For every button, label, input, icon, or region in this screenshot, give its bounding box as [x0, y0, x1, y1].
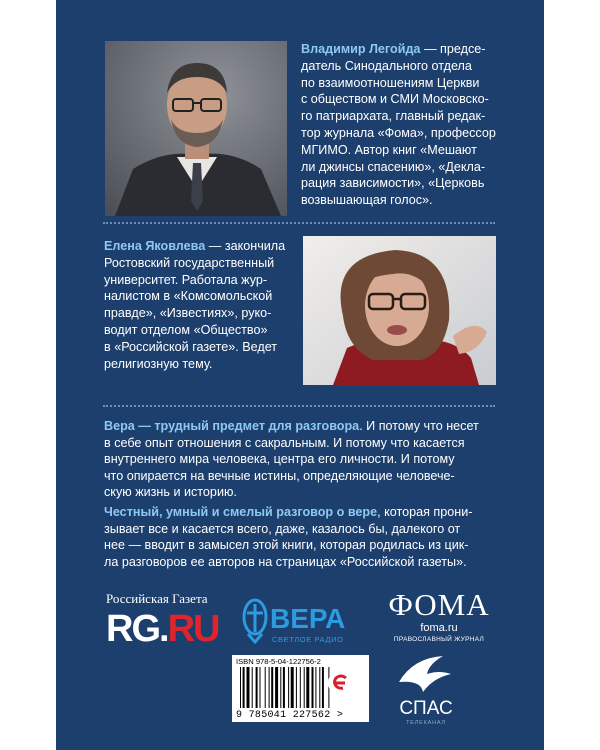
foma-url: foma.ru — [420, 622, 458, 634]
author1-bio: Владимир Легойда — предсе- датель Синодального отдела по взаимоотношениям Церкви с обществом и СМИ Московско- го патриархата, главный редак- тор журнала «Фома», профессор МГИМО. Автор книг «Мешают ли джинсы спасению», «Декла- рация зависимости», «Церковь возвышающая голос». — [301, 42, 496, 208]
author2-bio: Елена Яковлева — закончила Ростовский государственный университет. Работала жур- налистом в «Комсомольской правде», «Известиях», руко- водит отделом «Общество» в «Российской газете». Ведет религиозную тему. — [104, 239, 286, 371]
section-divider — [103, 405, 495, 407]
vera-name: ВЕРА — [270, 603, 346, 634]
author1-name: Владимир Легойда — [301, 42, 421, 56]
foma-name: ФОМА — [388, 587, 490, 622]
isbn-text: ISBN 978-5-04-122756-2 — [236, 657, 321, 666]
spas-tv-logo — [393, 652, 459, 728]
fish-cross-icon — [244, 600, 266, 642]
author2-photo — [303, 236, 496, 385]
bird-icon — [399, 656, 451, 692]
eksmo-logo — [327, 669, 355, 702]
barcode-digits: 9 785041 227562 > — [236, 710, 344, 721]
rg-mark: RG.RU — [106, 608, 219, 650]
author1-photo — [105, 41, 287, 216]
author2-name: Елена Яковлева — [104, 239, 206, 253]
foma-sub: ПРАВОСЛАВНЫЙ ЖУРНАЛ — [393, 636, 485, 643]
blurb-paragraph-1: Вера — трудный предмет для разговора. И потому что несет в себе опыт отношения с сакральным. И потому что касается внутреннего мира человека, центра его личности. И потому что опирается на вечные истины, определяющие человече- скую жизнь и историю. — [104, 419, 479, 500]
blurb-paragraph-2: Честный, умный и смелый разговор о вере, которая прони- зывает все и касается всего, даже, казалось бы, далекого от нее — вводит в замысел этой книги, которая родилась из цик- ла разговоров ее авторов на страницах «Российской газеты». — [104, 505, 473, 569]
spas-sub: ТЕЛЕКАНАЛ — [406, 720, 446, 726]
section-divider — [103, 222, 495, 224]
foma-logo — [384, 588, 494, 648]
vera-radio-logo — [240, 596, 356, 648]
rg-logo — [106, 591, 226, 649]
rg-title: Российская Газета — [106, 591, 208, 606]
vera-sub: СВЕТЛОЕ РАДИО — [272, 635, 344, 644]
spas-name: СПАС — [399, 698, 453, 719]
